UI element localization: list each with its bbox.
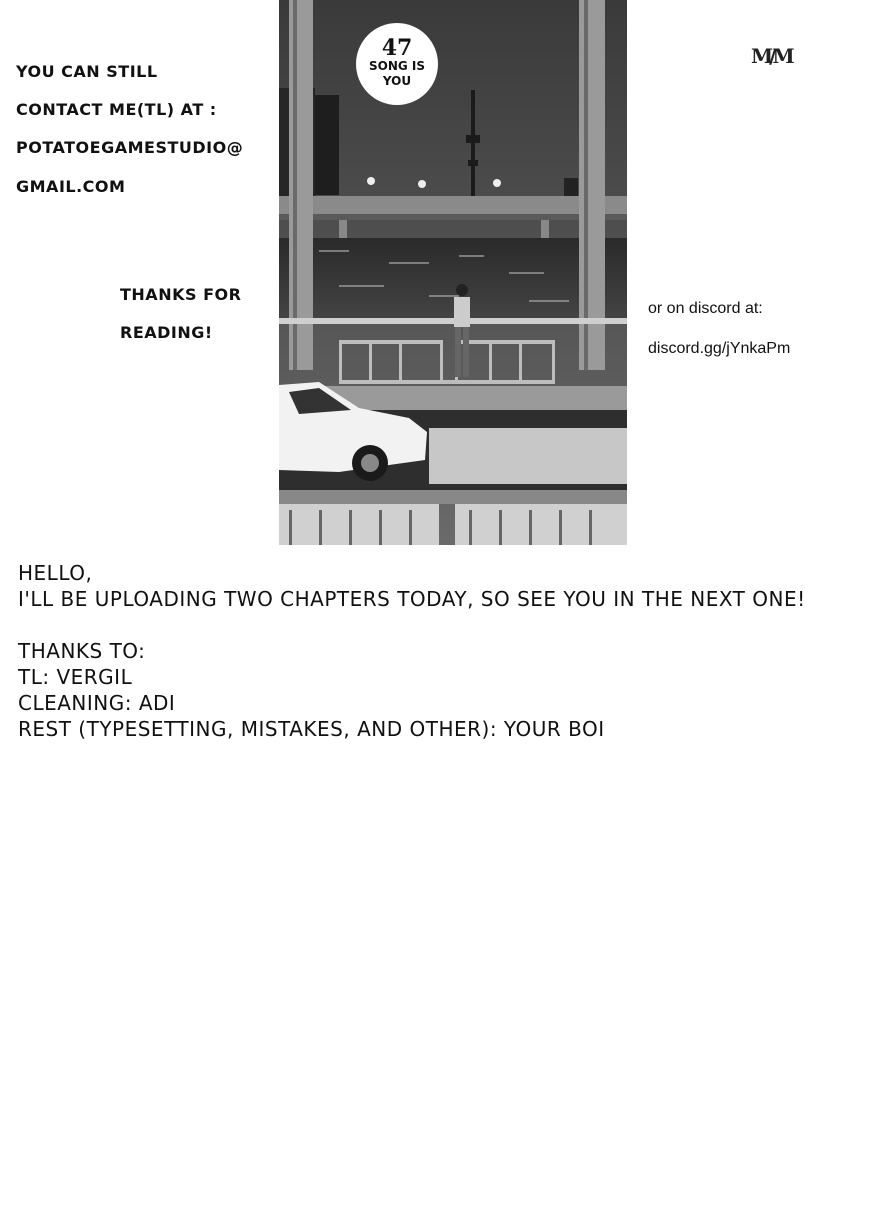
contact-line: CONTACT ME(TL) AT : (16, 100, 217, 119)
contact-email-line: GMAIL.COM (16, 177, 126, 196)
discord-label: or on discord at: (648, 300, 763, 317)
thanks-line: THANKS FOR (120, 285, 242, 304)
credit-line: CLEANING: ADI (18, 691, 176, 715)
group-logo: M/M (751, 44, 791, 68)
chapter-badge (356, 23, 438, 105)
chapter-number: 47 (381, 35, 413, 61)
credit-line: TL: VERGIL (18, 665, 133, 689)
thanks-line: READING! (120, 323, 213, 342)
contact-line: YOU CAN STILL (16, 62, 158, 81)
credits-heading: THANKS TO: (18, 639, 146, 663)
chapter-title: YOU (382, 74, 412, 88)
note-greeting: HELLO, (18, 561, 93, 585)
discord-link[interactable]: discord.gg/jYnkaPm (648, 340, 791, 357)
contact-email-line: POTATOEGAMESTUDIO@ (16, 138, 244, 157)
translator-note (18, 560, 858, 742)
chapter-cover-image (279, 0, 627, 545)
chapter-title: SONG IS (368, 59, 426, 73)
note-message: I'LL BE UPLOADING TWO CHAPTERS TODAY, SO SEE YOU IN THE NEXT ONE! (18, 587, 806, 611)
credit-line: REST (TYPESETTING, MISTAKES, AND OTHER): YOUR BOI (18, 717, 605, 741)
